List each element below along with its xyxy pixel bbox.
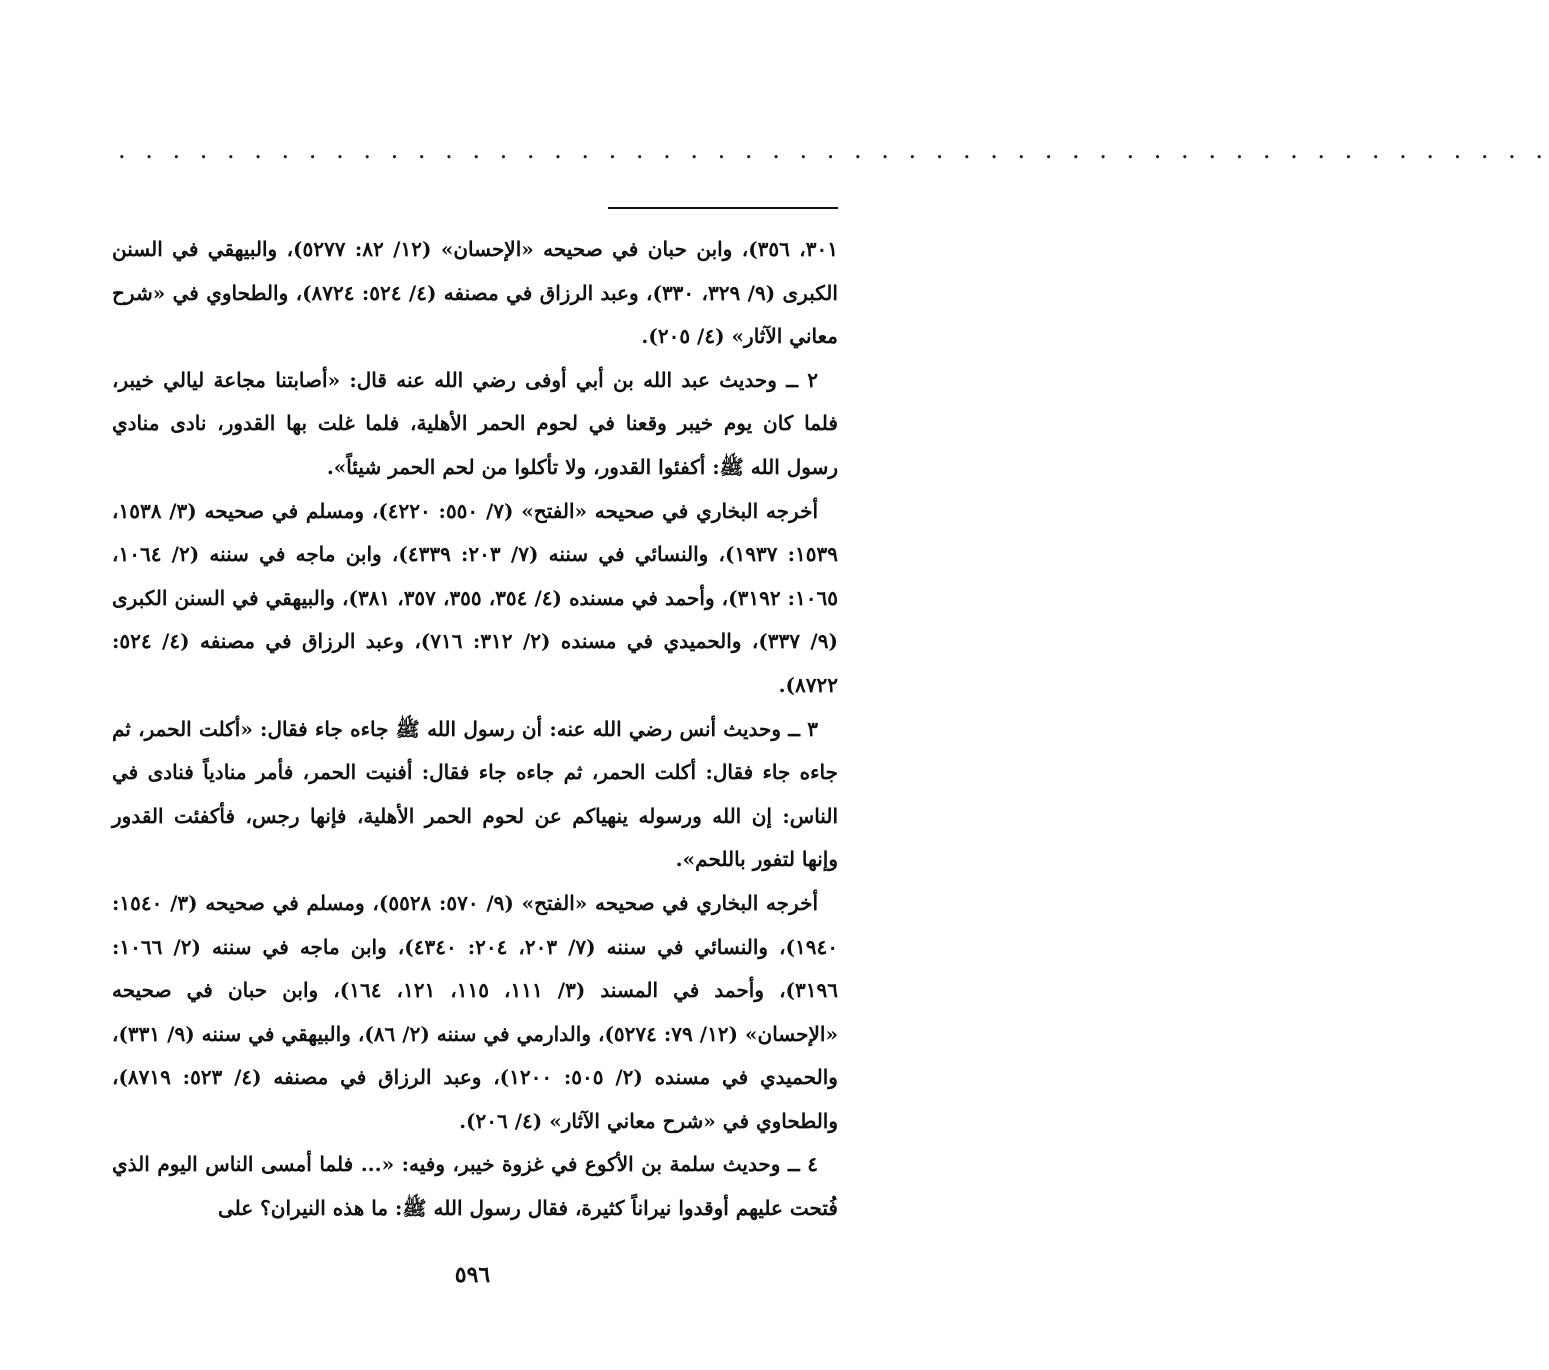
separator-dots: . . . . . . . . . . . . . . . . . . . . . . . . . . . . . . . . . . . . . . . . . . . . . . . . . . . . . bbox=[118, 136, 1549, 164]
footnote-rule bbox=[608, 207, 838, 209]
paragraph-hadith-4: ٤ ــ وحديث سلمة بن الأكوع في غزوة خيبر، وفيه: «... فلما أمسى الناس اليوم الذي فُتحت عليهم أوقدوا نيراناً كثيرة، فقال رسول الله ﷺ: ما هذه النيران؟ على bbox=[112, 1152, 838, 1221]
body-text bbox=[112, 228, 838, 1231]
paragraph-takhrij-2: أخرجه البخاري في صحيحه «الفتح» (٧/ ٥٥٠: ٤٢٢٠)، ومسلم في صحيحه (٣/ ١٥٣٨، ١٥٣٩: ١٩٣٧)، والنسائي في سننه (٧/ ٢٠٣: ٤٣٣٩)، وابن ماجه في سننه (٢/ ١٠٦٤، ١٠٦٥: ٣١٩٢)، وأحمد في مسنده (٤/ ٣٥٤، ٣٥٥، ٣٥٧، ٣٨١)، والبيهقي في السنن الكبرى (٩/ ٣٣٧)، والحميدي في مسنده (٢/ ٣١٢: ٧١٦)، وعبد الرزاق في مصنفه (٤/ ٥٢٤: ٨٧٢٢). bbox=[112, 498, 839, 697]
page-number: ٥٩٦ bbox=[454, 1262, 491, 1288]
paragraph-hadith-3: ٣ ــ وحديث أنس رضي الله عنه: أن رسول الله ﷺ جاءه جاء فقال: «أكلت الحمر، ثم جاءه جاء فقال: أكلت الحمر، ثم جاءه جاء فقال: أفنيت الحمر، فأمر منادياً فنادى في الناس: إن الله ورسوله ينهياكم عن لحوم الحمر الأهلية، فإنها رجس، فأكفئت القدور وإنها لتفور باللحم». bbox=[112, 716, 839, 872]
paragraph-takhrij-3: أخرجه البخاري في صحيحه «الفتح» (٩/ ٥٧٠: ٥٥٢٨)، ومسلم في صحيحه (٣/ ١٥٤٠: ١٩٤٠)، والنسائي في سننه (٧/ ٢٠٣، ٢٠٤: ٤٣٤٠)، وابن ماجه في سننه (٢/ ١٠٦٦: ٣١٩٦)، وأحمد في المسند (٣/ ١١١، ١١٥، ١٢١، ١٦٤)، وابن حبان في صحيحه «الإحسان» (١٢/ ٧٩: ٥٢٧٤)، والدارمي في سننه (٢/ ٨٦)، والبيهقي في سننه (٩/ ٣٣١)، والحميدي في مسنده (٢/ ٥٠٥: ١٢٠٠)، وعبد الرزاق في مصنفه (٤/ ٥٢٣: ٨٧١٩)، والطحاوي في «شرح معاني الآثار» (٤/ ٢٠٦). bbox=[112, 890, 838, 1133]
paragraph-hadith-2: ٢ ــ وحديث عبد الله بن أبي أوفى رضي الله عنه قال: «أصابتنا مجاعة ليالي خيبر، فلما كان يوم خيبر وقعنا في لحوم الحمر الأهلية، فلما غلت بها القدور، نادى منادي رسول الله ﷺ: أكفئوا القدور، ولا تأكلوا من لحم الحمر شيئاً». bbox=[112, 367, 838, 479]
paragraph-continuation: ٣٠١، ٣٥٦)، وابن حبان في صحيحه «الإحسان» (١٢/ ٨٢: ٥٢٧٧)، والبيهقي في السنن الكبرى (٩/ ٣٢٩، ٣٣٠)، وعبد الرزاق في مصنفه (٤/ ٥٢٤: ٨٧٢٤)، والطحاوي في «شرح معاني الآثار» (٤/ ٢٠٥). bbox=[112, 237, 838, 349]
